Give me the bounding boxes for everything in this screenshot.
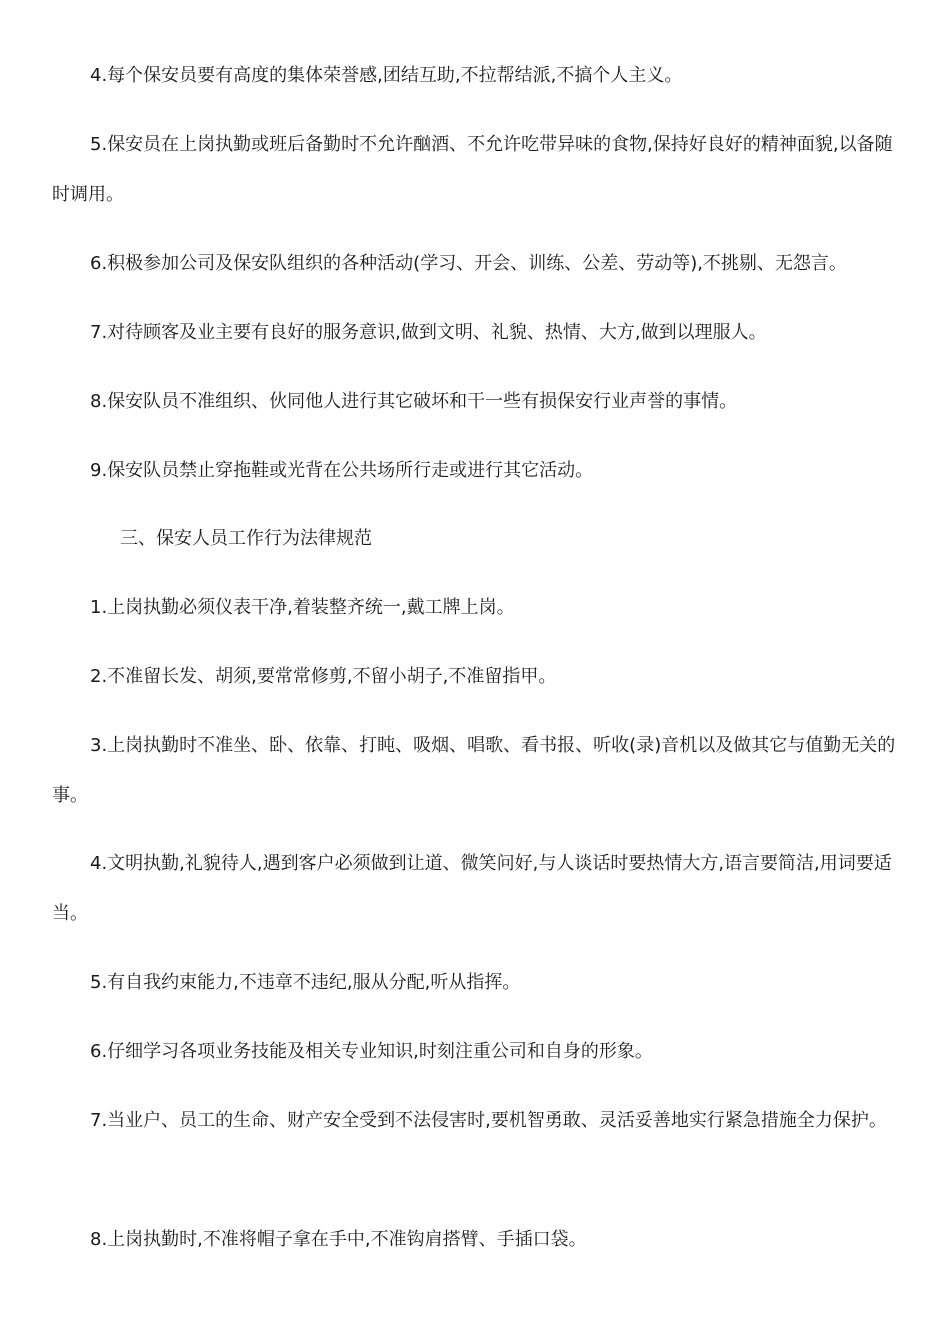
rule-item-5: 5.有自我约束能力,不违章不违纪,服从分配,听从指挥。 (90, 972, 521, 993)
rule-item-4: 4.文明执勤,礼貌待人,遇到客户必须做到让道、微笑问好,与人谈话时要热情大方,语言要简洁,用词要适当。 (52, 853, 892, 924)
rule-item-6: 6.仔细学习各项业务技能及相关专业知识,时刻注重公司和自身的形象。 (90, 1041, 653, 1062)
rule-item-7: 7.当业户、员工的生命、财产安全受到不法侵害时,要机智勇敢、灵活妥善地实行紧急措施全力保护。 (90, 1110, 887, 1131)
paragraph-item-8: 8.保安队员不准组织、伙同他人进行其它破坏和干一些有损保安行业声誉的事情。 (90, 391, 738, 412)
rule-item-8: 8.上岗执勤时,不准将帽子拿在手中,不准钩肩搭臂、手插口袋。 (90, 1229, 587, 1250)
rule-item-2: 2.不准留长发、胡须,要常常修剪,不留小胡子,不准留指甲。 (90, 666, 557, 687)
paragraph-item-7: 7.对待顾客及业主要有良好的服务意识,做到文明、礼貌、热情、大方,做到以理服人。 (90, 322, 767, 343)
paragraph-item-5: 5.保安员在上岗执勤或班后备勤时不允许酗酒、不允许吃带异味的食物,保持好良好的精神面貌,以备随时调用。 (52, 134, 893, 205)
paragraph-item-9: 9.保安队员禁止穿拖鞋或光背在公共场所行走或进行其它活动。 (90, 460, 594, 481)
rule-item-1: 1.上岗执勤必须仪表干净,着装整齐统一,戴工牌上岗。 (90, 597, 515, 618)
section-heading: 三、保安人员工作行为法律规范 (120, 528, 372, 549)
paragraph-item-6: 6.积极参加公司及保安队组织的各种活动(学习、开会、训练、公差、劳动等),不挑剔、无怨言。 (90, 253, 847, 274)
paragraph-item-4: 4.每个保安员要有高度的集体荣誉感,团结互助,不拉帮结派,不搞个人主义。 (90, 65, 683, 86)
rule-item-3: 3.上岗执勤时不准坐、卧、依靠、打盹、吸烟、唱歌、看书报、听收(录)音机以及做其它与值勤无关的事。 (52, 735, 896, 806)
